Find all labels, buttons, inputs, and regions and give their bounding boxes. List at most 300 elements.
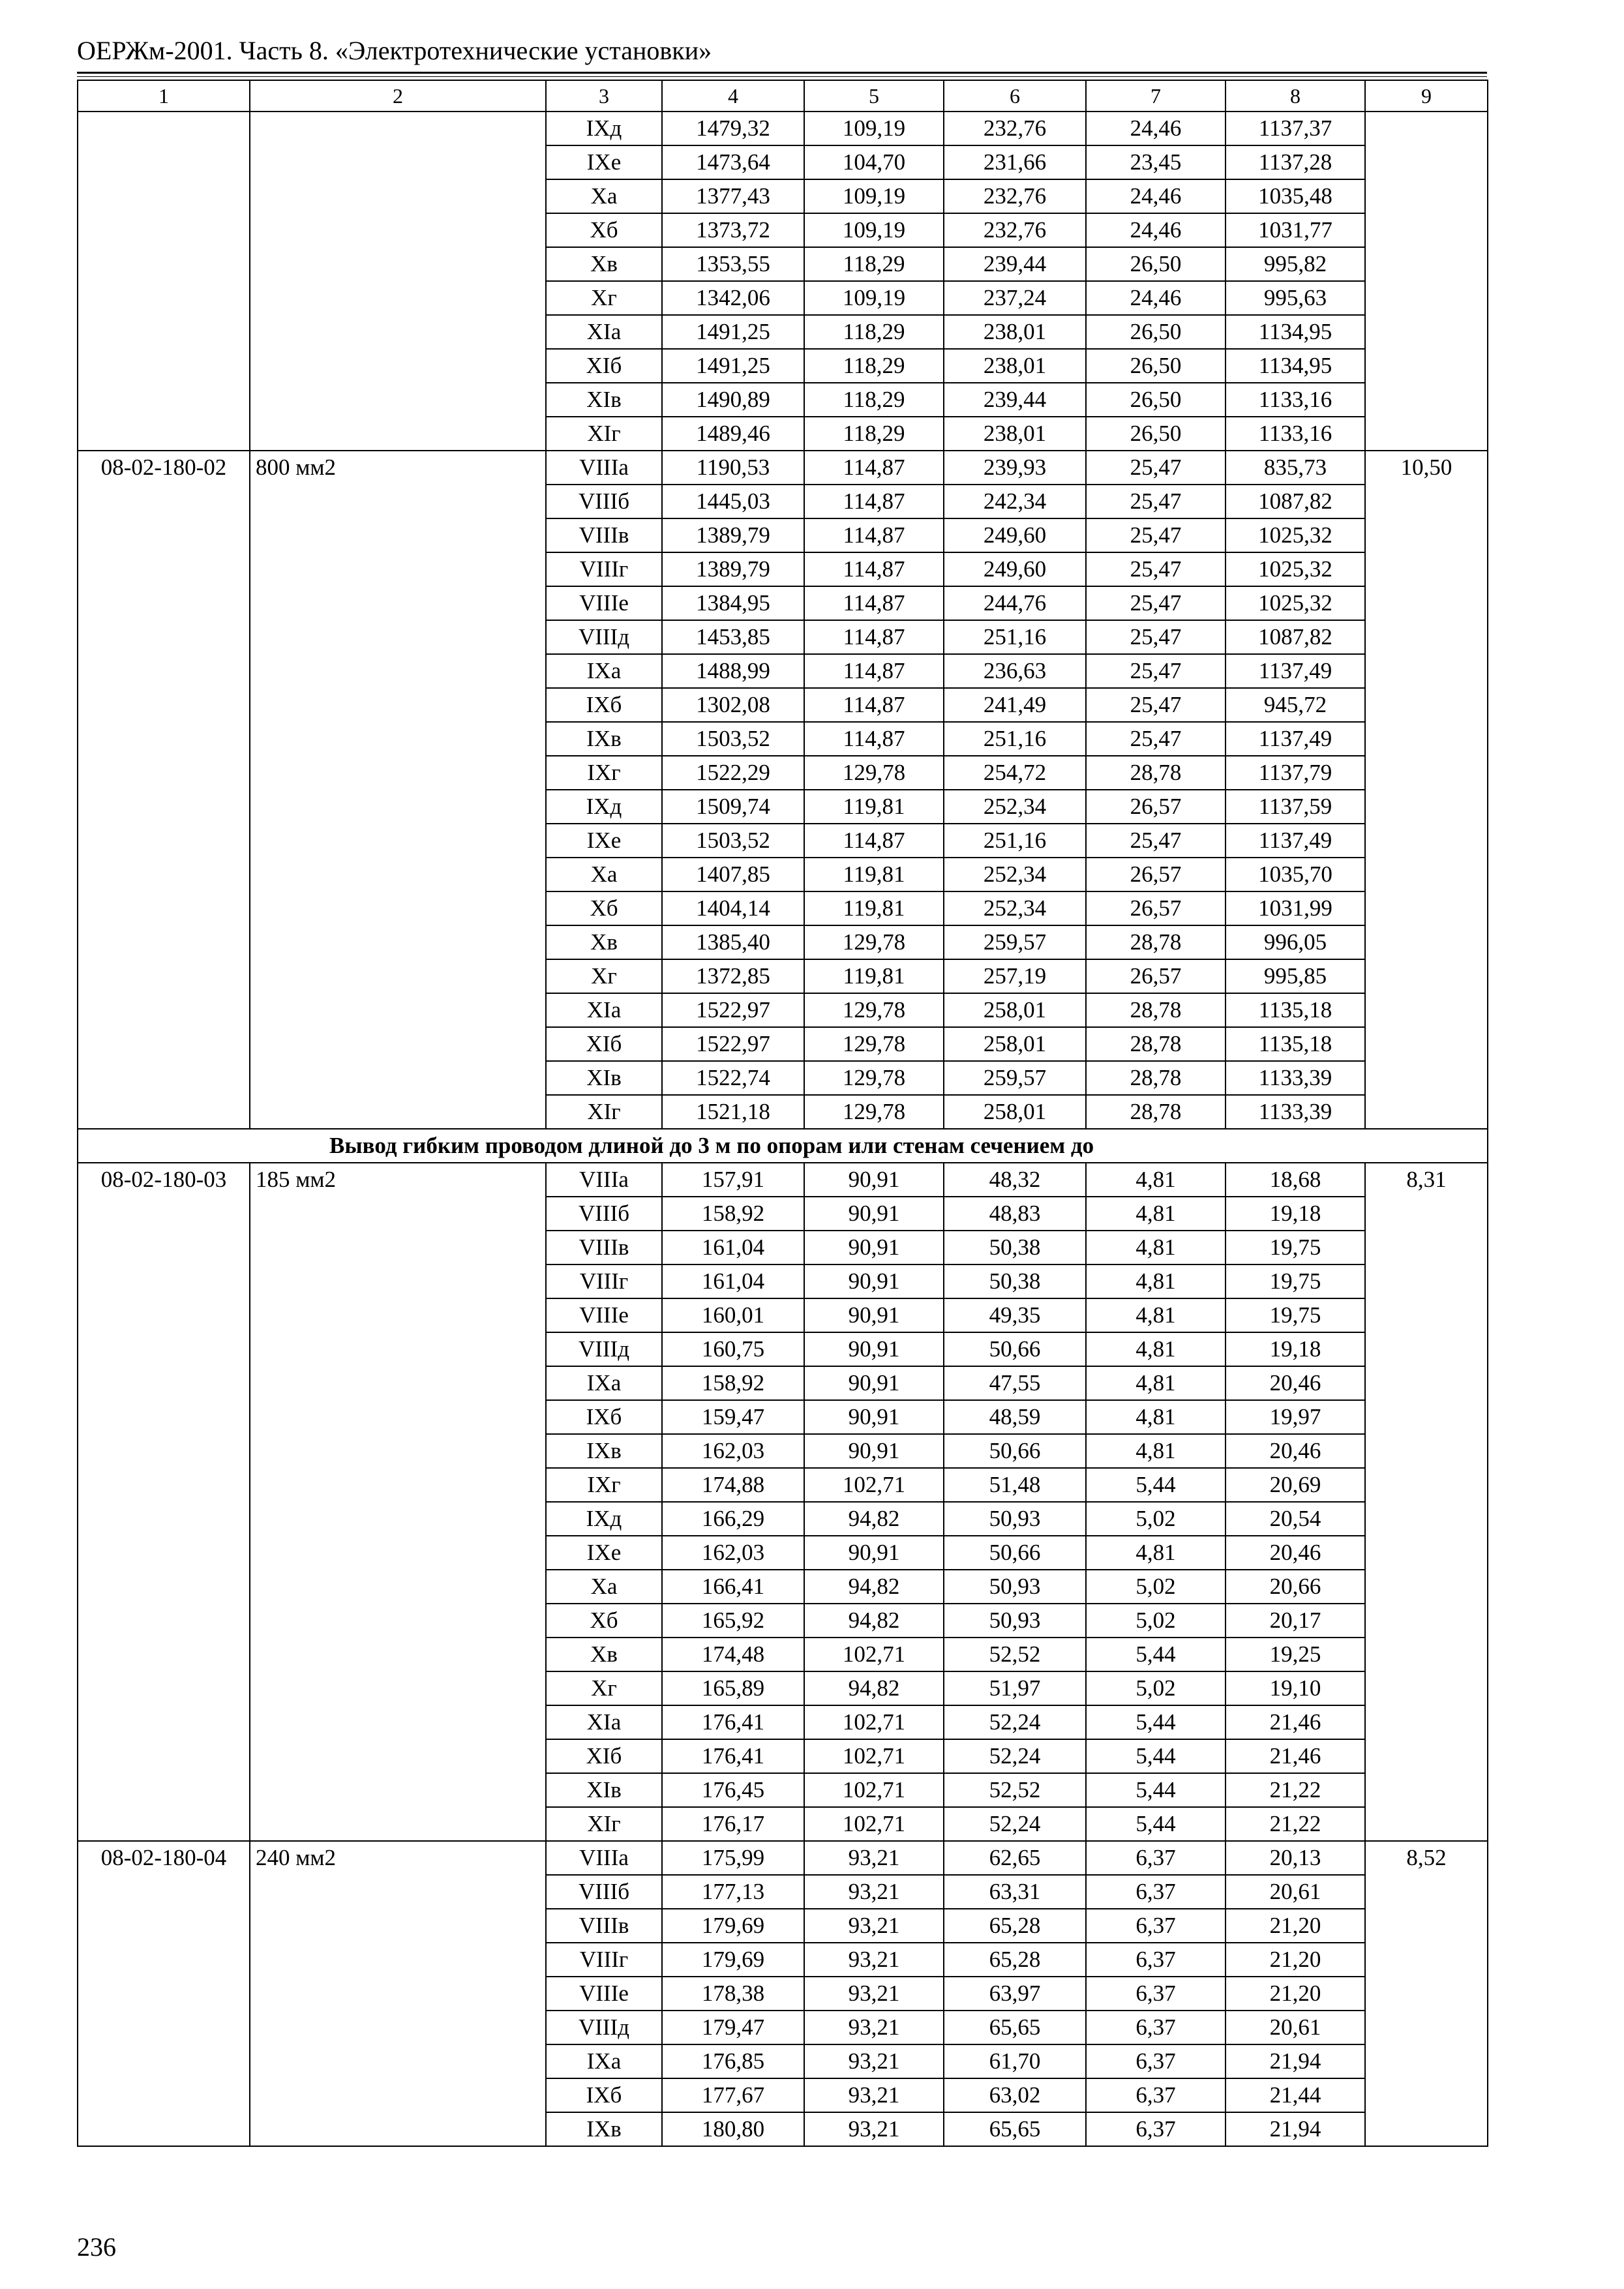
value-cell: 52,24 [944,1807,1086,1841]
value-cell: 93,21 [804,2112,944,2146]
section-row [78,1129,1488,1163]
value-cell: 19,97 [1226,1400,1365,1434]
value-cell: 109,19 [804,213,944,247]
value-cell: 19,75 [1226,1264,1365,1298]
value-cell: 252,34 [944,858,1086,891]
value-cell: 1137,49 [1226,824,1365,858]
value-cell: 62,65 [944,1841,1086,1875]
price-zone-cell: VIIIг [546,552,662,586]
price-zone-cell: Xа [546,179,662,213]
column-number: 6 [944,80,1086,112]
value-cell: 177,13 [662,1875,804,1909]
price-zone-cell: VIIIб [546,1875,662,1909]
price-zone-cell: VIIIв [546,518,662,552]
value-cell: 239,44 [944,383,1086,417]
value-cell: 25,47 [1086,586,1226,620]
value-cell: 109,19 [804,281,944,315]
price-zone-cell: IXа [546,2044,662,2078]
value-cell: 4,81 [1086,1298,1226,1332]
value-cell: 1025,32 [1226,552,1365,586]
value-cell: 94,82 [804,1604,944,1638]
value-cell: 252,34 [944,790,1086,824]
price-zone-cell: XIб [546,349,662,383]
value-cell: 21,22 [1226,1807,1365,1841]
value-cell: 21,20 [1226,1977,1365,2011]
value-cell: 161,04 [662,1264,804,1298]
labor-norm: 10,50 [1365,451,1488,1129]
value-cell: 239,44 [944,247,1086,281]
value-cell: 1353,55 [662,247,804,281]
value-cell: 93,21 [804,2044,944,2078]
value-cell: 231,66 [944,145,1086,179]
value-cell: 65,65 [944,2011,1086,2044]
value-cell: 114,87 [804,722,944,756]
value-cell: 254,72 [944,756,1086,790]
value-cell: 90,91 [804,1264,944,1298]
rates-table [77,80,1488,2147]
value-cell: 158,92 [662,1366,804,1400]
value-cell: 174,88 [662,1468,804,1502]
column-number: 7 [1086,80,1226,112]
value-cell: 20,61 [1226,2011,1365,2044]
value-cell: 161,04 [662,1231,804,1264]
value-cell: 26,50 [1086,349,1226,383]
value-cell: 19,75 [1226,1231,1365,1264]
rate-description: 240 мм2 [250,1841,546,2146]
price-zone-cell: VIIIа [546,451,662,485]
value-cell: 995,85 [1226,959,1365,993]
value-cell: 90,91 [804,1536,944,1570]
value-cell: 118,29 [804,417,944,451]
value-cell: 102,71 [804,1773,944,1807]
value-cell: 1389,79 [662,518,804,552]
value-cell: 52,52 [944,1773,1086,1807]
section-title: Вывод гибким проводом длиной до 3 м по опорам или стенам сечением до [78,1129,1488,1163]
value-cell: 90,91 [804,1366,944,1400]
value-cell: 25,47 [1086,485,1226,518]
value-cell: 25,47 [1086,824,1226,858]
price-zone-cell: Xв [546,925,662,959]
value-cell: 90,91 [804,1434,944,1468]
value-cell: 23,45 [1086,145,1226,179]
value-cell: 835,73 [1226,451,1365,485]
value-cell: 90,91 [804,1298,944,1332]
value-cell: 1503,52 [662,722,804,756]
labor-norm: 8,31 [1365,1163,1488,1841]
price-zone-cell: IXв [546,1434,662,1468]
column-number: 1 [78,80,250,112]
value-cell: 20,46 [1226,1366,1365,1400]
price-zone-cell: VIIIе [546,1977,662,2011]
value-cell: 6,37 [1086,2011,1226,2044]
price-zone-cell: VIIIд [546,620,662,654]
value-cell: 21,20 [1226,1909,1365,1943]
value-cell: 1384,95 [662,586,804,620]
value-cell: 159,47 [662,1400,804,1434]
value-cell: 28,78 [1086,993,1226,1027]
value-cell: 20,17 [1226,1604,1365,1638]
value-cell: 114,87 [804,485,944,518]
value-cell: 20,69 [1226,1468,1365,1502]
price-zone-cell: IXг [546,1468,662,1502]
value-cell: 158,92 [662,1197,804,1231]
value-cell: 28,78 [1086,1061,1226,1095]
value-cell: 6,37 [1086,2078,1226,2112]
price-zone-cell: Xа [546,858,662,891]
rate-code: 08-02-180-04 [78,1841,250,2146]
value-cell: 50,93 [944,1570,1086,1604]
price-zone-cell: Xб [546,1604,662,1638]
value-cell: 1377,43 [662,179,804,213]
value-cell: 232,76 [944,112,1086,145]
value-cell: 251,16 [944,620,1086,654]
value-cell: 109,19 [804,112,944,145]
value-cell: 1389,79 [662,552,804,586]
value-cell: 1087,82 [1226,485,1365,518]
value-cell: 50,66 [944,1434,1086,1468]
value-cell: 25,47 [1086,518,1226,552]
value-cell: 19,18 [1226,1332,1365,1366]
value-cell: 5,44 [1086,1739,1226,1773]
value-cell: 114,87 [804,654,944,688]
value-cell: 1137,49 [1226,654,1365,688]
value-cell: 51,48 [944,1468,1086,1502]
value-cell: 177,67 [662,2078,804,2112]
value-cell: 65,28 [944,1943,1086,1977]
value-cell: 179,47 [662,2011,804,2044]
price-zone-cell: XIа [546,315,662,349]
price-zone-cell: Xг [546,1671,662,1705]
value-cell: 94,82 [804,1502,944,1536]
value-cell: 21,20 [1226,1943,1365,1977]
value-cell: 1137,37 [1226,112,1365,145]
price-zone-cell: IXг [546,756,662,790]
value-cell: 26,57 [1086,790,1226,824]
value-cell: 114,87 [804,552,944,586]
value-cell: 258,01 [944,993,1086,1027]
value-cell: 94,82 [804,1671,944,1705]
value-cell: 996,05 [1226,925,1365,959]
value-cell: 26,50 [1086,417,1226,451]
value-cell: 176,45 [662,1773,804,1807]
value-cell: 1373,72 [662,213,804,247]
value-cell: 1031,77 [1226,213,1365,247]
value-cell: 119,81 [804,858,944,891]
price-zone-cell: VIIIе [546,1298,662,1332]
price-zone-cell: Xг [546,281,662,315]
value-cell: 1087,82 [1226,620,1365,654]
value-cell: 26,57 [1086,891,1226,925]
value-cell: 26,50 [1086,247,1226,281]
column-number: 8 [1226,80,1365,112]
value-cell: 118,29 [804,247,944,281]
column-number: 4 [662,80,804,112]
value-cell: 1035,48 [1226,179,1365,213]
price-zone-cell: XIг [546,1095,662,1129]
value-cell: 4,81 [1086,1197,1226,1231]
value-cell: 1133,16 [1226,383,1365,417]
value-cell: 174,48 [662,1638,804,1671]
value-cell: 109,19 [804,179,944,213]
value-cell: 48,59 [944,1400,1086,1434]
value-cell: 995,82 [1226,247,1365,281]
value-cell: 93,21 [804,1875,944,1909]
value-cell: 1404,14 [662,891,804,925]
value-cell: 65,65 [944,2112,1086,2146]
price-zone-cell: IXб [546,1400,662,1434]
value-cell: 1137,49 [1226,722,1365,756]
value-cell: 25,47 [1086,654,1226,688]
value-cell: 1137,59 [1226,790,1365,824]
value-cell: 1453,85 [662,620,804,654]
value-cell: 1135,18 [1226,1027,1365,1061]
value-cell: 232,76 [944,179,1086,213]
value-cell: 24,46 [1086,112,1226,145]
value-cell: 129,78 [804,1095,944,1129]
value-cell: 1025,32 [1226,518,1365,552]
value-cell: 94,82 [804,1570,944,1604]
value-cell: 20,66 [1226,1570,1365,1604]
price-zone-cell: IXд [546,1502,662,1536]
value-cell: 176,17 [662,1807,804,1841]
value-cell: 1509,74 [662,790,804,824]
labor-norm [1365,112,1488,451]
value-cell: 6,37 [1086,1875,1226,1909]
value-cell: 63,31 [944,1875,1086,1909]
value-cell: 119,81 [804,891,944,925]
price-zone-cell: Xг [546,959,662,993]
rate-code: 08-02-180-02 [78,451,250,1129]
header-rule-thin [77,76,1487,77]
table-row [78,112,1488,145]
value-cell: 114,87 [804,688,944,722]
value-cell: 21,46 [1226,1705,1365,1739]
value-cell: 102,71 [804,1638,944,1671]
price-zone-cell: VIIIг [546,1943,662,1977]
value-cell: 176,85 [662,2044,804,2078]
value-cell: 238,01 [944,417,1086,451]
value-cell: 1133,39 [1226,1095,1365,1129]
price-zone-cell: Xв [546,247,662,281]
value-cell: 1190,53 [662,451,804,485]
price-zone-cell: IXд [546,112,662,145]
value-cell: 1031,99 [1226,891,1365,925]
value-cell: 21,44 [1226,2078,1365,2112]
price-zone-cell: Xб [546,213,662,247]
value-cell: 244,76 [944,586,1086,620]
value-cell: 18,68 [1226,1163,1365,1197]
value-cell: 24,46 [1086,281,1226,315]
value-cell: 162,03 [662,1434,804,1468]
value-cell: 6,37 [1086,2044,1226,2078]
value-cell: 25,47 [1086,722,1226,756]
value-cell: 28,78 [1086,1027,1226,1061]
value-cell: 51,97 [944,1671,1086,1705]
value-cell: 176,41 [662,1705,804,1739]
value-cell: 4,81 [1086,1434,1226,1468]
value-cell: 20,54 [1226,1502,1365,1536]
table-row [78,451,1488,485]
value-cell: 102,71 [804,1468,944,1502]
value-cell: 1407,85 [662,858,804,891]
value-cell: 49,35 [944,1298,1086,1332]
value-cell: 50,38 [944,1264,1086,1298]
value-cell: 1522,74 [662,1061,804,1095]
value-cell: 48,83 [944,1197,1086,1231]
value-cell: 1522,29 [662,756,804,790]
value-cell: 1134,95 [1226,315,1365,349]
value-cell: 178,38 [662,1977,804,2011]
value-cell: 104,70 [804,145,944,179]
value-cell: 166,41 [662,1570,804,1604]
column-number: 9 [1365,80,1488,112]
value-cell: 19,18 [1226,1197,1365,1231]
value-cell: 118,29 [804,315,944,349]
value-cell: 239,93 [944,451,1086,485]
value-cell: 52,24 [944,1739,1086,1773]
value-cell: 251,16 [944,722,1086,756]
value-cell: 19,10 [1226,1671,1365,1705]
value-cell: 21,94 [1226,2044,1365,2078]
price-zone-cell: XIв [546,383,662,417]
value-cell: 26,57 [1086,858,1226,891]
value-cell: 179,69 [662,1909,804,1943]
value-cell: 52,24 [944,1705,1086,1739]
value-cell: 129,78 [804,1027,944,1061]
value-cell: 25,47 [1086,688,1226,722]
value-cell: 258,01 [944,1027,1086,1061]
value-cell: 90,91 [804,1197,944,1231]
value-cell: 20,61 [1226,1875,1365,1909]
value-cell: 176,41 [662,1739,804,1773]
value-cell: 28,78 [1086,1095,1226,1129]
price-zone-cell: IXд [546,790,662,824]
value-cell: 165,92 [662,1604,804,1638]
value-cell: 26,50 [1086,383,1226,417]
value-cell: 129,78 [804,756,944,790]
price-zone-cell: XIб [546,1739,662,1773]
price-zone-cell: XIб [546,1027,662,1061]
value-cell: 179,69 [662,1943,804,1977]
value-cell: 1522,97 [662,993,804,1027]
value-cell: 25,47 [1086,451,1226,485]
table-row [78,1163,1488,1197]
value-cell: 26,50 [1086,315,1226,349]
value-cell: 1491,25 [662,349,804,383]
value-cell: 1522,97 [662,1027,804,1061]
rate-description: 185 мм2 [250,1163,546,1841]
price-zone-cell: XIа [546,1705,662,1739]
value-cell: 28,78 [1086,925,1226,959]
value-cell: 6,37 [1086,1977,1226,2011]
value-cell: 4,81 [1086,1400,1226,1434]
price-zone-cell: IXв [546,2112,662,2146]
price-zone-cell: XIг [546,1807,662,1841]
value-cell: 93,21 [804,1841,944,1875]
value-cell: 232,76 [944,213,1086,247]
value-cell: 28,78 [1086,756,1226,790]
value-cell: 65,28 [944,1909,1086,1943]
price-zone-cell: IXе [546,824,662,858]
price-zone-cell: IXб [546,2078,662,2112]
column-number: 2 [250,80,546,112]
value-cell: 5,44 [1086,1705,1226,1739]
value-cell: 165,89 [662,1671,804,1705]
value-cell: 4,81 [1086,1366,1226,1400]
value-cell: 241,49 [944,688,1086,722]
value-cell: 1133,16 [1226,417,1365,451]
price-zone-cell: IXе [546,145,662,179]
value-cell: 6,37 [1086,1841,1226,1875]
price-zone-cell: IXб [546,688,662,722]
value-cell: 102,71 [804,1705,944,1739]
rate-code: 08-02-180-03 [78,1163,250,1841]
value-cell: 129,78 [804,993,944,1027]
value-cell: 90,91 [804,1332,944,1366]
value-cell: 20,46 [1226,1536,1365,1570]
value-cell: 5,44 [1086,1638,1226,1671]
rate-description [250,112,546,451]
value-cell: 4,81 [1086,1332,1226,1366]
price-zone-cell: VIIIа [546,1841,662,1875]
price-zone-cell: IXа [546,1366,662,1400]
price-zone-cell: VIIIв [546,1909,662,1943]
value-cell: 114,87 [804,620,944,654]
value-cell: 52,52 [944,1638,1086,1671]
header-rule [77,72,1487,74]
value-cell: 118,29 [804,349,944,383]
value-cell: 102,71 [804,1739,944,1773]
value-cell: 50,66 [944,1536,1086,1570]
value-cell: 1372,85 [662,959,804,993]
value-cell: 63,97 [944,1977,1086,2011]
value-cell: 251,16 [944,824,1086,858]
price-zone-cell: IXв [546,722,662,756]
value-cell: 6,37 [1086,2112,1226,2146]
value-cell: 4,81 [1086,1231,1226,1264]
value-cell: 118,29 [804,383,944,417]
value-cell: 160,01 [662,1298,804,1332]
value-cell: 238,01 [944,315,1086,349]
column-number: 3 [546,80,662,112]
value-cell: 5,02 [1086,1671,1226,1705]
value-cell: 93,21 [804,1977,944,2011]
value-cell: 114,87 [804,518,944,552]
value-cell: 249,60 [944,518,1086,552]
value-cell: 50,66 [944,1332,1086,1366]
value-cell: 5,44 [1086,1773,1226,1807]
value-cell: 102,71 [804,1807,944,1841]
value-cell: 252,34 [944,891,1086,925]
value-cell: 1134,95 [1226,349,1365,383]
value-cell: 5,02 [1086,1570,1226,1604]
value-cell: 20,46 [1226,1434,1365,1468]
value-cell: 1445,03 [662,485,804,518]
price-zone-cell: VIIIв [546,1231,662,1264]
value-cell: 1479,32 [662,112,804,145]
value-cell: 50,93 [944,1604,1086,1638]
value-cell: 259,57 [944,1061,1086,1095]
price-zone-cell: XIг [546,417,662,451]
value-cell: 114,87 [804,824,944,858]
page-number: 236 [77,2232,116,2262]
value-cell: 1342,06 [662,281,804,315]
value-cell: 20,13 [1226,1841,1365,1875]
price-zone-cell: VIIIб [546,485,662,518]
rate-code [78,112,250,451]
value-cell: 166,29 [662,1502,804,1536]
value-cell: 1490,89 [662,383,804,417]
